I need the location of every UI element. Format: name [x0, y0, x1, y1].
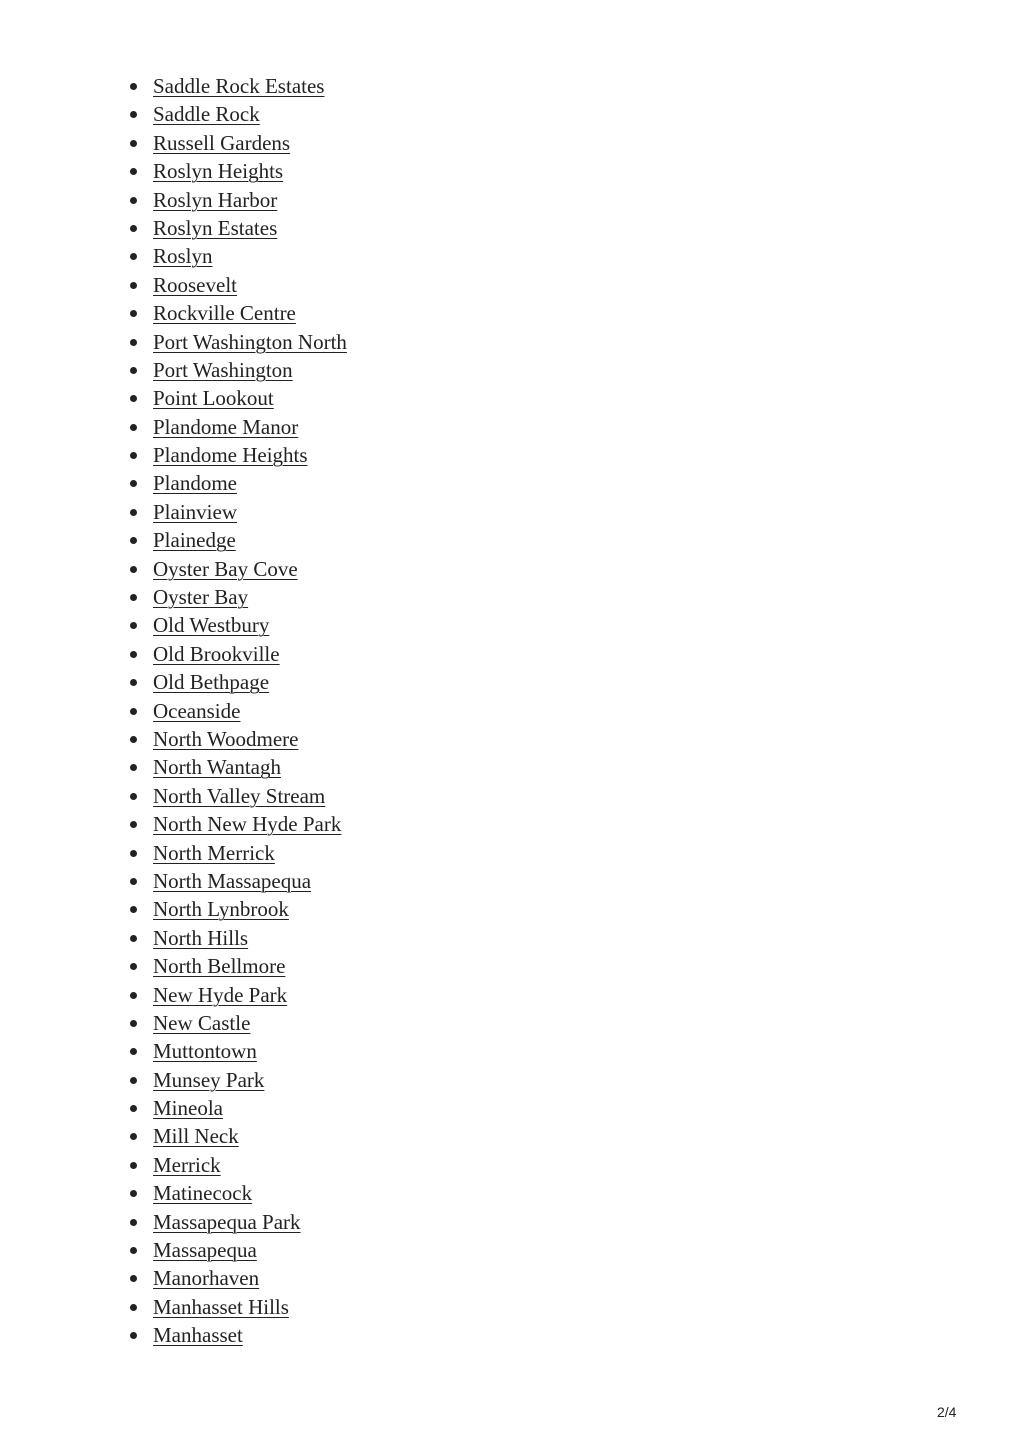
place-link[interactable]: North Hills [153, 925, 249, 950]
bullet-icon [130, 310, 137, 317]
list-item [130, 981, 347, 1009]
place-link[interactable]: Roslyn Heights [153, 159, 284, 184]
list-item [130, 413, 347, 441]
place-link[interactable]: Plandome [153, 471, 237, 496]
list-item [130, 1094, 347, 1122]
list-item [130, 526, 347, 554]
list-item [130, 1037, 347, 1065]
bullet-icon [130, 963, 137, 970]
list-item [130, 72, 347, 100]
place-link[interactable]: Roslyn Harbor [153, 187, 278, 212]
bullet-icon [130, 537, 137, 544]
place-link[interactable]: Manhasset Hills [153, 1294, 289, 1319]
bullet-icon [130, 1190, 137, 1197]
place-link[interactable]: Old Brookville [153, 641, 280, 666]
list-item [130, 1066, 347, 1094]
bullet-icon [130, 821, 137, 828]
list-item [130, 753, 347, 781]
page-number: 2/4 [937, 1404, 957, 1420]
list-item [130, 1293, 347, 1321]
bullet-icon [130, 509, 137, 516]
list-item [130, 214, 347, 242]
list-item [130, 384, 347, 412]
list-item [130, 441, 347, 469]
place-link[interactable]: Roosevelt [153, 272, 237, 297]
bullet-icon [130, 850, 137, 857]
place-link[interactable]: North New Hyde Park [153, 812, 342, 837]
list-item [130, 668, 347, 696]
place-link[interactable]: North Bellmore [153, 954, 286, 979]
place-link[interactable]: Plainview [153, 499, 237, 524]
place-link[interactable]: Roslyn [153, 244, 213, 269]
list-item [130, 924, 347, 952]
bullet-icon [130, 395, 137, 402]
place-link[interactable]: Manhasset [153, 1323, 243, 1348]
place-link[interactable]: Oyster Bay Cove [153, 556, 298, 581]
list-item [130, 697, 347, 725]
bullet-icon [130, 1247, 137, 1254]
list-item [130, 1236, 347, 1264]
bullet-icon [130, 197, 137, 204]
list-item [130, 1208, 347, 1236]
place-link[interactable]: Mineola [153, 1096, 223, 1121]
list-item [130, 1321, 347, 1349]
place-link[interactable]: Rockville Centre [153, 301, 296, 326]
list-item [130, 299, 347, 327]
bullet-icon [130, 1162, 137, 1169]
list-item [130, 611, 347, 639]
list-item [130, 498, 347, 526]
place-link[interactable]: Russell Gardens [153, 130, 291, 155]
place-link[interactable]: Port Washington [153, 357, 293, 382]
bullet-icon [130, 367, 137, 374]
list-item [130, 1264, 347, 1292]
list-item [130, 583, 347, 611]
bullet-icon [130, 935, 137, 942]
place-link[interactable]: Massapequa [153, 1238, 257, 1263]
place-link[interactable]: New Hyde Park [153, 982, 288, 1007]
bullet-icon [130, 566, 137, 573]
place-link[interactable]: Merrick [153, 1152, 221, 1177]
place-link-list [130, 72, 347, 1350]
bullet-icon [130, 906, 137, 913]
place-link[interactable]: Plainedge [153, 528, 236, 553]
bullet-icon [130, 1332, 137, 1339]
bullet-icon [130, 452, 137, 459]
place-link[interactable]: North Valley Stream [153, 783, 326, 808]
bullet-icon [130, 424, 137, 431]
bullet-icon [130, 1105, 137, 1112]
bullet-icon [130, 793, 137, 800]
place-link[interactable]: Plandome Heights [153, 443, 308, 468]
bullet-icon [130, 622, 137, 629]
place-link[interactable]: Port Washington North [153, 329, 347, 354]
list-item [130, 952, 347, 980]
list-item [130, 129, 347, 157]
place-link[interactable]: North Woodmere [153, 726, 299, 751]
place-link[interactable]: Oyster Bay [153, 585, 249, 610]
list-item [130, 100, 347, 128]
list-item [130, 469, 347, 497]
bullet-icon [130, 878, 137, 885]
place-link[interactable]: Matinecock [153, 1181, 253, 1206]
bullet-icon [130, 225, 137, 232]
place-link[interactable]: Saddle Rock [153, 102, 260, 127]
list-item [130, 867, 347, 895]
bullet-icon [130, 594, 137, 601]
bullet-icon [130, 1048, 137, 1055]
place-link[interactable]: North Lynbrook [153, 897, 289, 922]
list-item [130, 895, 347, 923]
bullet-icon [130, 1133, 137, 1140]
bullet-icon [130, 83, 137, 90]
list-item [130, 356, 347, 384]
place-link[interactable]: North Merrick [153, 840, 275, 865]
bullet-icon [130, 168, 137, 175]
bullet-icon [130, 708, 137, 715]
place-link[interactable]: Massapequa Park [153, 1209, 301, 1234]
place-link[interactable]: Saddle Rock Estates [153, 74, 325, 98]
bullet-icon [130, 339, 137, 346]
list-item [130, 839, 347, 867]
list-item [130, 1179, 347, 1207]
bullet-icon [130, 253, 137, 260]
place-link[interactable]: Roslyn Estates [153, 215, 278, 240]
list-item [130, 725, 347, 753]
bullet-icon [130, 1304, 137, 1311]
bullet-icon [130, 1219, 137, 1226]
place-link[interactable]: Munsey Park [153, 1067, 265, 1092]
bullet-icon [130, 140, 137, 147]
list-item [130, 242, 347, 270]
place-link[interactable]: Oceanside [153, 698, 241, 723]
place-link[interactable]: North Massapequa [153, 868, 312, 893]
list-item [130, 328, 347, 356]
list-item [130, 810, 347, 838]
place-link[interactable]: Muttontown [153, 1039, 257, 1064]
list-item [130, 1009, 347, 1037]
list-item [130, 186, 347, 214]
place-link[interactable]: Old Bethpage [153, 670, 270, 695]
bullet-icon [130, 480, 137, 487]
list-item [130, 782, 347, 810]
place-link[interactable]: Mill Neck [153, 1124, 239, 1149]
bullet-icon [130, 992, 137, 999]
list-item [130, 271, 347, 299]
place-link[interactable]: Plandome Manor [153, 414, 299, 439]
list-item [130, 640, 347, 668]
list-item [130, 1151, 347, 1179]
bullet-icon [130, 764, 137, 771]
place-link[interactable]: Manorhaven [153, 1266, 260, 1291]
bullet-icon [130, 282, 137, 289]
bullet-icon [130, 1077, 137, 1084]
list-item [130, 157, 347, 185]
bullet-icon [130, 736, 137, 743]
list-item [130, 1122, 347, 1150]
place-link[interactable]: New Castle [153, 1010, 251, 1035]
place-link[interactable]: North Wantagh [153, 755, 281, 780]
place-link[interactable]: Point Lookout [153, 386, 274, 411]
bullet-icon [130, 679, 137, 686]
place-link[interactable]: Old Westbury [153, 613, 270, 638]
bullet-icon [130, 651, 137, 658]
bullet-icon [130, 111, 137, 118]
list-item [130, 555, 347, 583]
bullet-icon [130, 1020, 137, 1027]
bullet-icon [130, 1275, 137, 1282]
